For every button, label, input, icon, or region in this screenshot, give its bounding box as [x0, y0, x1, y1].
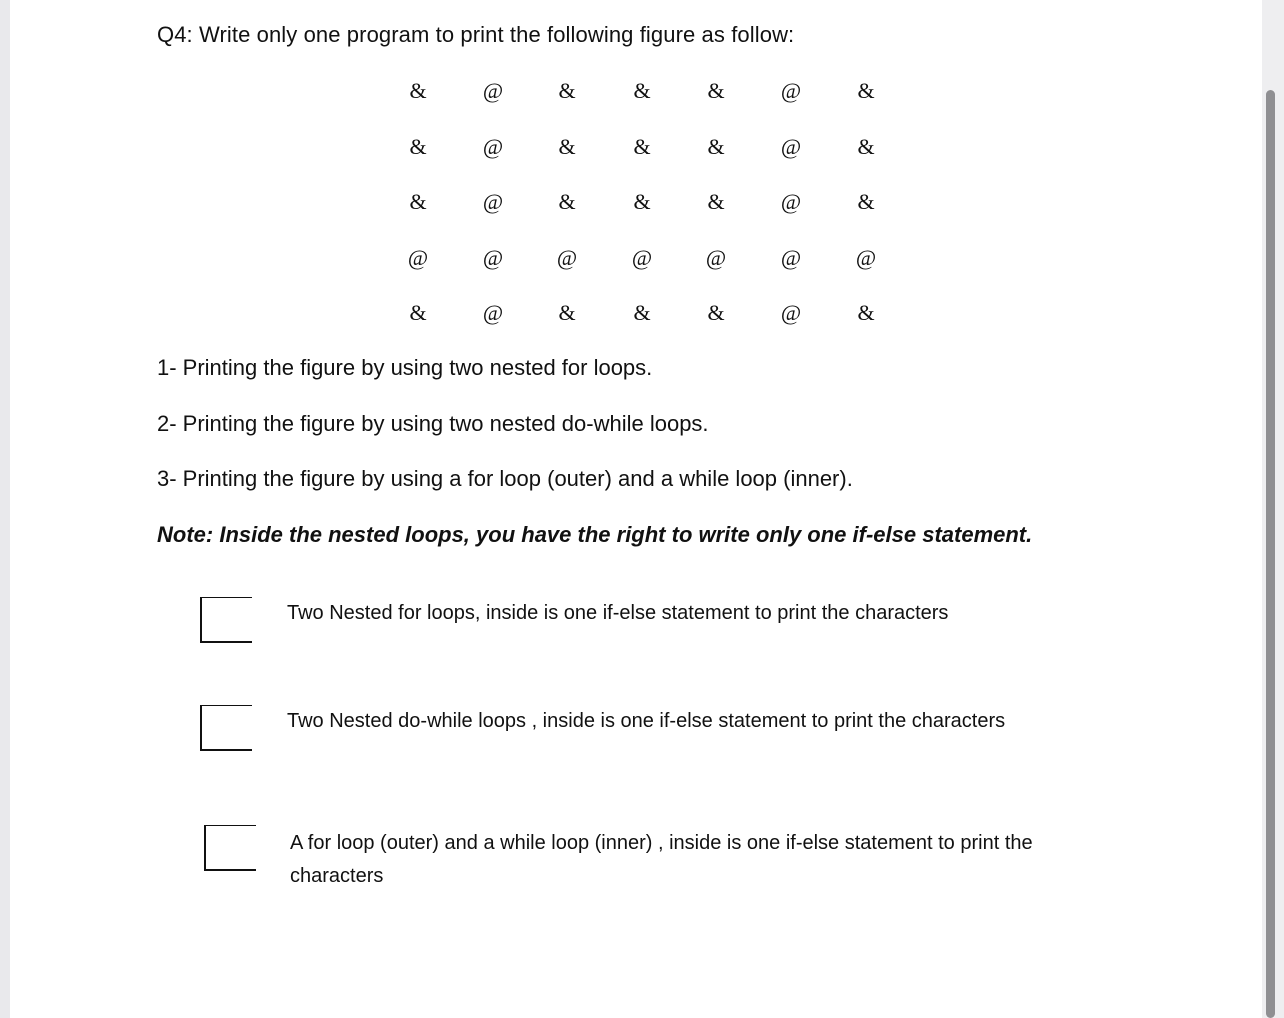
- figure-cell: &: [558, 300, 576, 325]
- figure-cell: @: [556, 245, 578, 270]
- figure-cell: &: [558, 189, 576, 214]
- figure-cell: @: [482, 78, 504, 103]
- figure-cell: &: [633, 300, 651, 325]
- figure-cell: &: [409, 189, 427, 214]
- figure-cell: &: [633, 189, 651, 214]
- figure-cell: &: [558, 134, 576, 159]
- figure-cell: &: [633, 134, 651, 159]
- figure-cell: @: [780, 300, 802, 325]
- figure-cell: &: [857, 300, 875, 325]
- option-label-line: Two Nested for loops, inside is one if-else statement to print the characters: [287, 602, 949, 624]
- figure-cell: @: [631, 245, 653, 270]
- option-label-line: characters: [290, 865, 384, 887]
- option-label-1: [287, 597, 948, 630]
- figure-cell: &: [707, 300, 725, 325]
- figure-cell: @: [482, 189, 504, 214]
- figure-cell: &: [857, 78, 875, 103]
- option-checkbox-3[interactable]: [204, 825, 256, 871]
- figure-cell: &: [558, 78, 576, 103]
- figure-cell: @: [780, 78, 802, 103]
- task-item-1: 1- Printing the figure by using two nested for loops.: [157, 355, 653, 380]
- figure-cell: @: [705, 245, 727, 270]
- figure-cell: &: [633, 78, 651, 103]
- task-item-3: 3- Printing the figure by using a for loop (outer) and a while loop (inner).: [157, 466, 853, 491]
- figure-cell: @: [482, 300, 504, 325]
- option-label-2: [287, 705, 1005, 738]
- figure-cell: &: [409, 134, 427, 159]
- figure-cell: &: [707, 189, 725, 214]
- note-text: Note: Inside the nested loops, you have the right to write only one if-else statement.: [157, 522, 1033, 547]
- question-title: Q4: Write only one program to print the following figure as follow:: [157, 22, 795, 47]
- figure-cell: @: [482, 245, 504, 270]
- scrollbar-thumb[interactable]: [1266, 90, 1275, 1018]
- option-label-3: [290, 827, 1033, 893]
- figure-cell: @: [780, 134, 802, 159]
- option-checkbox-2[interactable]: [200, 705, 252, 751]
- option-checkbox-1[interactable]: [200, 597, 252, 643]
- figure-cell: @: [780, 245, 802, 270]
- figure-cell: &: [707, 78, 725, 103]
- task-item-2: 2- Printing the figure by using two nested do-while loops.: [157, 411, 709, 436]
- document-page: [10, 0, 1262, 1018]
- figure-cell: &: [857, 134, 875, 159]
- option-label-line: Two Nested do-while loops , inside is one if-else statement to print the characters: [287, 710, 1006, 732]
- figure-cell: &: [409, 78, 427, 103]
- figure-cell: @: [482, 134, 504, 159]
- figure-cell: &: [707, 134, 725, 159]
- figure-cell: @: [407, 245, 429, 270]
- option-label-line: A for loop (outer) and a while loop (inner) , inside is one if-else statement to print the: [290, 832, 1033, 854]
- figure-cell: @: [855, 245, 877, 270]
- figure-cell: &: [857, 189, 875, 214]
- figure-cell: @: [780, 189, 802, 214]
- figure-cell: &: [409, 300, 427, 325]
